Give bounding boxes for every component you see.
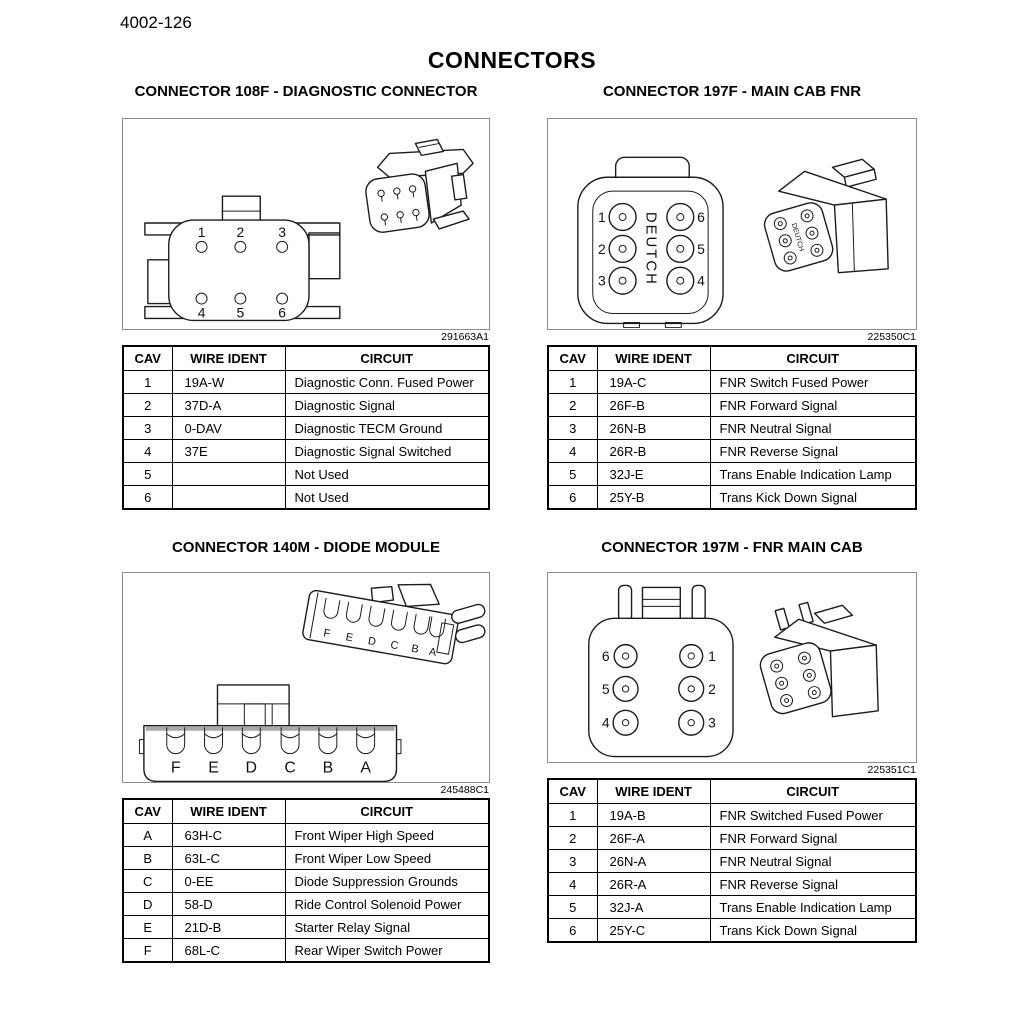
table-row	[123, 394, 489, 417]
section-heading: CONNECTOR 108F - DIAGNOSTIC CONNECTOR	[134, 83, 478, 100]
wire-ident-cell: 63L-C	[172, 847, 285, 870]
pin-label: 5	[601, 680, 610, 697]
connector-front-view	[139, 685, 401, 781]
circuit-cell: Ride Control Solenoid Power	[285, 893, 489, 916]
connector-iso-view	[302, 573, 487, 665]
wire-ident-cell: 25Y-C	[597, 919, 710, 943]
connector-front-view	[589, 585, 733, 756]
table-header-row	[548, 346, 916, 371]
slot-label: E	[344, 631, 355, 645]
circuit-cell: Trans Enable Indication Lamp	[710, 463, 916, 486]
table-row	[123, 916, 489, 939]
table-row	[548, 394, 916, 417]
pin-label: 6	[278, 304, 286, 321]
cav-cell: 5	[548, 896, 597, 919]
table-header-row	[123, 346, 489, 371]
cav-cell: 5	[548, 463, 597, 486]
section-heading: CONNECTOR 197F - MAIN CAB FNR	[602, 83, 862, 100]
cav-cell: 3	[123, 417, 172, 440]
connector-front-view	[145, 196, 340, 320]
wire-ident-cell: 26R-A	[597, 873, 710, 896]
pin-label: 6	[697, 209, 705, 226]
connector-108f-diagram	[123, 119, 489, 329]
pin-label: 4	[697, 272, 705, 289]
wire-ident-cell	[172, 486, 285, 510]
circuit-cell: FNR Neutral Signal	[710, 850, 916, 873]
table-row	[123, 417, 489, 440]
connector-140m-diagram	[123, 573, 489, 782]
figure-box-108f	[122, 118, 490, 330]
figure-box-197m	[547, 572, 917, 763]
col-header-wire-ident: WIRE IDENT	[172, 799, 285, 824]
cav-cell: A	[123, 824, 172, 847]
slot-label: A	[428, 645, 438, 660]
table-row	[548, 850, 916, 873]
wire-ident-cell: 26N-A	[597, 850, 710, 873]
pin-label: 5	[236, 304, 245, 321]
wire-ident-cell: 37D-A	[172, 394, 285, 417]
circuit-cell: FNR Neutral Signal	[710, 417, 916, 440]
slot-label: D	[245, 759, 258, 777]
cav-cell: 4	[548, 440, 597, 463]
brand-label: DEUTCH	[642, 211, 659, 286]
cav-cell: 1	[548, 371, 597, 394]
table-row	[548, 919, 916, 943]
figure-code: 225350C1	[867, 331, 916, 343]
table-row	[548, 371, 916, 394]
wire-ident-cell: 25Y-B	[597, 486, 710, 510]
pin-table-197m	[547, 778, 917, 943]
wire-ident-cell: 32J-E	[597, 463, 710, 486]
pin-label: 4	[601, 714, 610, 731]
col-header-cav: CAV	[548, 779, 597, 804]
col-header-circuit: CIRCUIT	[710, 346, 916, 371]
slot-label: F	[170, 759, 181, 777]
wire-ident-cell: 26R-B	[597, 440, 710, 463]
cav-cell: 1	[548, 804, 597, 827]
pin-label: 2	[236, 223, 245, 240]
pin-label: 1	[597, 209, 606, 226]
wire-ident-cell: 32J-A	[597, 896, 710, 919]
cav-cell: 6	[123, 486, 172, 510]
col-header-circuit: CIRCUIT	[285, 799, 489, 824]
slot-label: E	[208, 759, 219, 777]
connector-197m-diagram	[548, 573, 916, 762]
pin-label: 2	[708, 680, 716, 697]
connector-iso-view	[758, 602, 879, 716]
circuit-cell: Trans Enable Indication Lamp	[710, 896, 916, 919]
section-heading: CONNECTOR 197M - FNR MAIN CAB	[601, 539, 863, 556]
pin-label: 1	[708, 648, 716, 665]
circuit-cell: Diagnostic Signal	[285, 394, 489, 417]
table-row	[548, 440, 916, 463]
cav-cell: 4	[123, 440, 172, 463]
figure-code: 225351C1	[867, 764, 916, 776]
section-connector-197m	[547, 540, 917, 943]
slot-label: B	[322, 759, 334, 777]
cav-cell: 2	[548, 827, 597, 850]
slot-label: F	[322, 627, 332, 641]
wire-ident-cell: 19A-W	[172, 371, 285, 394]
wire-ident-cell: 63H-C	[172, 824, 285, 847]
col-header-wire-ident: WIRE IDENT	[172, 346, 285, 371]
col-header-cav: CAV	[548, 346, 597, 371]
wire-ident-cell: 26F-B	[597, 394, 710, 417]
pin-label: 3	[597, 272, 606, 289]
cav-cell: F	[123, 939, 172, 963]
circuit-cell: FNR Forward Signal	[710, 394, 916, 417]
table-row	[123, 824, 489, 847]
wire-ident-cell: 26N-B	[597, 417, 710, 440]
circuit-cell: Trans Kick Down Signal	[710, 486, 916, 510]
table-row	[123, 371, 489, 394]
circuit-cell: FNR Forward Signal	[710, 827, 916, 850]
wire-ident-cell: 26F-A	[597, 827, 710, 850]
pin-label: 2	[597, 240, 606, 257]
connector-front-view	[578, 157, 723, 327]
col-header-wire-ident: WIRE IDENT	[597, 779, 710, 804]
col-header-cav: CAV	[123, 799, 172, 824]
circuit-cell: Not Used	[285, 486, 489, 510]
col-header-circuit: CIRCUIT	[285, 346, 489, 371]
table-header-row	[123, 799, 489, 824]
cav-cell: E	[123, 916, 172, 939]
pin-table-197f	[547, 345, 917, 510]
wire-ident-cell: 37E	[172, 440, 285, 463]
wire-ident-cell: 68L-C	[172, 939, 285, 963]
slot-label: C	[389, 639, 400, 653]
wire-ident-cell: 19A-C	[597, 371, 710, 394]
figure-code: 245488C1	[440, 784, 489, 796]
table-row	[123, 463, 489, 486]
table-row	[123, 847, 489, 870]
figure-box-197f	[547, 118, 917, 330]
wire-ident-cell	[172, 463, 285, 486]
section-heading: CONNECTOR 140M - DIODE MODULE	[171, 539, 441, 556]
circuit-cell: Starter Relay Signal	[285, 916, 489, 939]
table-row	[123, 870, 489, 893]
page-number: 4002-126	[120, 13, 192, 32]
section-connector-197f	[547, 84, 917, 510]
figure-box-140m	[122, 572, 490, 783]
page-title: CONNECTORS	[427, 47, 597, 73]
pin-label: 5	[697, 240, 705, 257]
cav-cell: 1	[123, 371, 172, 394]
wire-ident-cell: 58-D	[172, 893, 285, 916]
table-row	[548, 896, 916, 919]
section-connector-108f	[122, 84, 490, 510]
connector-197f-diagram	[548, 119, 916, 329]
cav-cell: 5	[123, 463, 172, 486]
table-row	[123, 939, 489, 963]
table-row	[123, 893, 489, 916]
cav-cell: 3	[548, 417, 597, 440]
slot-label: A	[360, 759, 371, 777]
slot-label: B	[410, 642, 420, 656]
table-row	[548, 873, 916, 896]
cav-cell: C	[123, 870, 172, 893]
cav-cell: 6	[548, 919, 597, 943]
circuit-cell: FNR Reverse Signal	[710, 440, 916, 463]
table-row	[548, 463, 916, 486]
cav-cell: 6	[548, 486, 597, 510]
circuit-cell: FNR Switched Fused Power	[710, 804, 916, 827]
connector-iso-view	[364, 139, 473, 233]
pin-label: 1	[197, 223, 206, 240]
brand-label-small: DEUTCH	[789, 222, 805, 253]
cav-cell: D	[123, 893, 172, 916]
table-row	[548, 827, 916, 850]
cav-cell: 2	[123, 394, 172, 417]
cav-cell: B	[123, 847, 172, 870]
pin-label: 3	[278, 223, 286, 240]
wire-ident-cell: 0-EE	[172, 870, 285, 893]
circuit-cell: Rear Wiper Switch Power	[285, 939, 489, 963]
circuit-cell: FNR Reverse Signal	[710, 873, 916, 896]
pin-table-140m	[122, 798, 490, 963]
circuit-cell: Trans Kick Down Signal	[710, 919, 916, 943]
section-connector-140m	[122, 540, 490, 963]
wire-ident-cell: 21D-B	[172, 916, 285, 939]
pin-label: 6	[601, 648, 610, 665]
cav-cell: 3	[548, 850, 597, 873]
connector-iso-view	[762, 159, 888, 273]
table-row	[548, 804, 916, 827]
table-row	[548, 417, 916, 440]
table-header-row	[548, 779, 916, 804]
circuit-cell: FNR Switch Fused Power	[710, 371, 916, 394]
circuit-cell: Not Used	[285, 463, 489, 486]
slot-label: D	[366, 635, 377, 649]
pin-label: 4	[197, 304, 206, 321]
table-row	[123, 486, 489, 510]
wire-ident-cell: 19A-B	[597, 804, 710, 827]
circuit-cell: Front Wiper High Speed	[285, 824, 489, 847]
circuit-cell: Diagnostic TECM Ground	[285, 417, 489, 440]
circuit-cell: Diagnostic Signal Switched	[285, 440, 489, 463]
col-header-cav: CAV	[123, 346, 172, 371]
figure-code: 291663A1	[441, 331, 489, 343]
pin-label: 3	[708, 714, 716, 731]
circuit-cell: Diode Suppression Grounds	[285, 870, 489, 893]
table-row	[123, 440, 489, 463]
pin-table-108f	[122, 345, 490, 510]
col-header-wire-ident: WIRE IDENT	[597, 346, 710, 371]
circuit-cell: Diagnostic Conn. Fused Power	[285, 371, 489, 394]
circuit-cell: Front Wiper Low Speed	[285, 847, 489, 870]
wire-ident-cell: 0-DAV	[172, 417, 285, 440]
slot-label: C	[284, 759, 296, 777]
cav-cell: 4	[548, 873, 597, 896]
table-row	[548, 486, 916, 510]
col-header-circuit: CIRCUIT	[710, 779, 916, 804]
cav-cell: 2	[548, 394, 597, 417]
